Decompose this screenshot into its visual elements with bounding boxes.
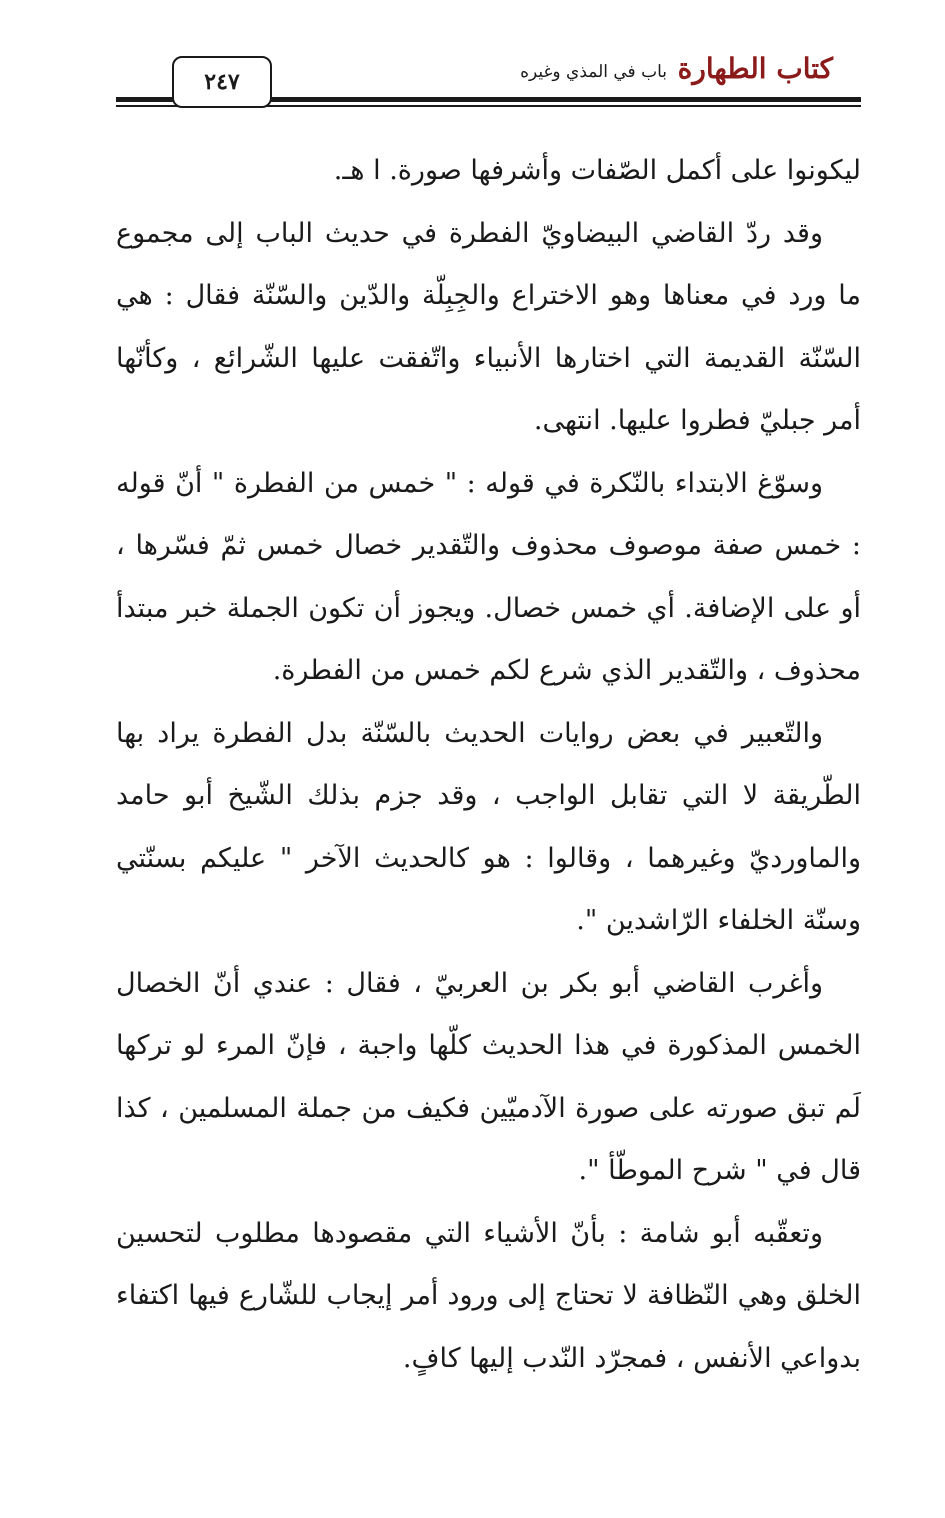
page-body — [116, 140, 861, 1390]
chapter-title: باب في المذي وغيره — [520, 62, 667, 82]
paragraph: ليكونوا على أكمل الصّفات وأشرفها صورة. ا هـ. — [333, 155, 861, 186]
page-header — [0, 0, 945, 120]
page-number: ٢٤٧ — [172, 56, 272, 108]
paragraph: وتعقّبه أبو شامة : بأنّ الأشياء التي مقصودها مطلوب لتحسين الخلق وهي النّظافة لا تحتاج إلى ورود أمر إيجاب للشّارع فيها اكتفاء بدواعي الأنفس ، فمجرّد النّدب إليها كافٍ. — [116, 1217, 861, 1374]
paragraph: وأغرب القاضي أبو بكر بن العربيّ ، فقال : عندي أنّ الخصال الخمس المذكورة في هذا الحديث كلّها واجبة ، فإنّ المرء لو تركها لَم تبق صورته على صورة الآدميّين فكيف من جملة المسلمين ، كذا قال في " شرح الموطّأ ". — [116, 967, 861, 1186]
book-title: كتاب الطهارة — [677, 52, 833, 85]
paragraph: والتّعبير في بعض روايات الحديث بالسّنّة بدل الفطرة يراد بها الطّريقة لا التي تقابل الواجب ، وقد جزم بذلك الشّيخ أبو حامد والماورديّ وغيرهما ، وقالوا : هو كالحديث الآخر " عليكم بسنّتي وسنّة الخلفاء الرّاشدين ". — [116, 717, 861, 936]
paragraph: وسوّغ الابتداء بالنّكرة في قوله : " خمس من الفطرة " أنّ قوله : خمس صفة موصوف محذوف والتّقدير خصال خمس ثمّ فسّرها ، أو على الإضافة. أي خمس خصال. ويجوز أن تكون الجملة خبر مبتدأ محذوف ، والتّقدير الذي شرع لكم خمس من الفطرة. — [116, 467, 861, 686]
paragraph: وقد ردّ القاضي البيضاويّ الفطرة في حديث الباب إلى مجموع ما ورد في معناها وهو الاختراع والجِبِلّة والدّين والسّنّة فقال : هي السّنّة القديمة التي اختارها الأنبياء واتّفقت عليها الشّرائع ، وكأنّها أمر جبليّ فطروا عليها. انتهى. — [116, 217, 861, 436]
